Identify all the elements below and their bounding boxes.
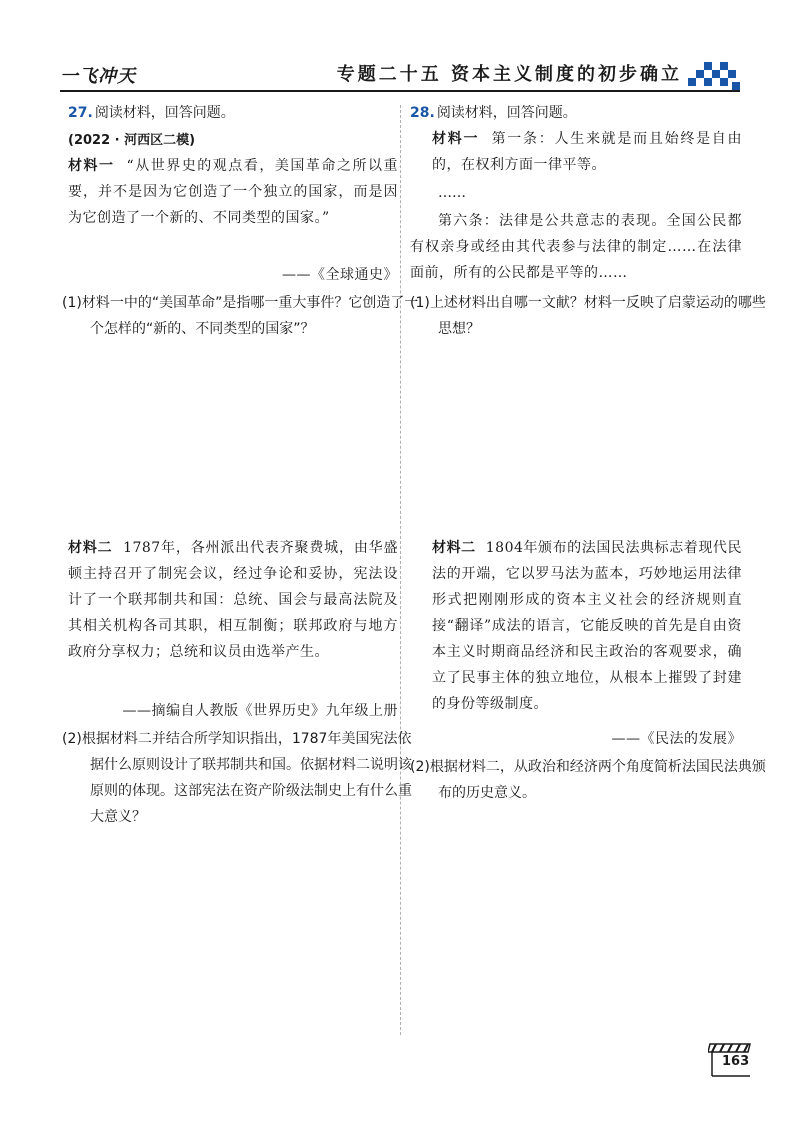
- q27-material-2: [68, 535, 398, 665]
- header-rule: [60, 90, 740, 92]
- q27-m2-text: 1787年，各州派出代表齐聚费城，由华盛顿主持召开了制宪会议，经过争论和妥协，宪法设计了一个联邦制共和国：总统、国会与最高法院及其相关机构各司其职，相互制衡；联邦政府与地方政府分享权力；总统和议员由选举产生。: [68, 540, 399, 660]
- brand-logo: 一飞冲天: [60, 66, 136, 87]
- q27-m1-citation: ——《全球通史》: [282, 267, 398, 283]
- column-divider: [400, 105, 401, 1035]
- q27-m2-label: 材料二: [68, 540, 113, 556]
- q28-number: 28.: [410, 105, 435, 121]
- q27-m1-label: 材料一: [68, 158, 115, 174]
- page-number: 163: [722, 1054, 750, 1069]
- q28-m1-text-b: 第六条：法律是公共意志的表现。全国公民都有权亲身或经由其代表参与法律的制定……在法律面前，所有的公民都是平等的……: [410, 213, 742, 281]
- q28-m2-citation: ——《民法的发展》: [611, 731, 742, 747]
- q27-m2-citation: ——摘编自人教版《世界历史》九年级上册: [122, 703, 398, 719]
- q27-subquestion-1: (1)材料一中的“美国革命”是指哪一重大事件？它创造了一个怎样的“新的、不同类型的国家”？: [62, 295, 419, 337]
- q28-material-1a: [432, 126, 742, 178]
- q27-number: 27.: [68, 105, 93, 121]
- page-number-badge: [708, 1040, 752, 1080]
- checker-pattern-icon: [688, 58, 740, 90]
- q27-material-1: [68, 153, 398, 231]
- q28-m1-text-a: 第一条：人生来就是而且始终是自由的，在权利方面一律平等。: [432, 131, 743, 173]
- q27-heading: [68, 100, 398, 126]
- q28-m2-text: 1804年颁布的法国民法典标志着现代民法的开端，它以罗马法为蓝本，巧妙地运用法律形式把刚刚形成的资本主义社会的经济规则直接“翻译”成法的语言，它能反映的首先是自由资本主义时期商品经济和民主政治的客观要求，确立了民事主体的独立地位，从根本上摧毁了封建的身份等级制度。: [432, 540, 742, 712]
- q28-m1-ellipsis: ……: [438, 185, 466, 201]
- q27-subquestion-2: (2)根据材料二并结合所学知识指出，1787年美国宪法依据什么原则设计了联邦制共和国。依据材料二说明该原则的体现。这部宪法在资产阶级法制史上有什么重大意义？: [62, 731, 412, 825]
- q28-instruction: 阅读材料，回答问题。: [436, 105, 577, 121]
- q28-m1-label: 材料一: [432, 131, 480, 147]
- q28-heading: [410, 100, 742, 126]
- q27-instruction: 阅读材料，回答问题。: [94, 105, 235, 121]
- q28-subquestion-2: (2)根据材料二，从政治和经济两个角度简析法国民法典颁布的历史意义。: [410, 759, 766, 801]
- q27-source-tag: (2022 · 河西区二模): [68, 133, 196, 148]
- q28-material-2: [432, 535, 742, 717]
- topic-title: 专题二十五 资本主义制度的初步确立: [336, 64, 682, 85]
- q27-m1-text: “从世界史的观点看，美国革命之所以重要，并不是因为它创造了一个独立的国家，而是因为它创造了一个新的、不同类型的国家。”: [68, 158, 399, 226]
- page-header: [60, 58, 740, 98]
- q28-subquestion-1: (1)上述材料出自哪一文献？材料一反映了启蒙运动的哪些思想？: [410, 295, 766, 337]
- q28-m2-label: 材料二: [432, 540, 476, 556]
